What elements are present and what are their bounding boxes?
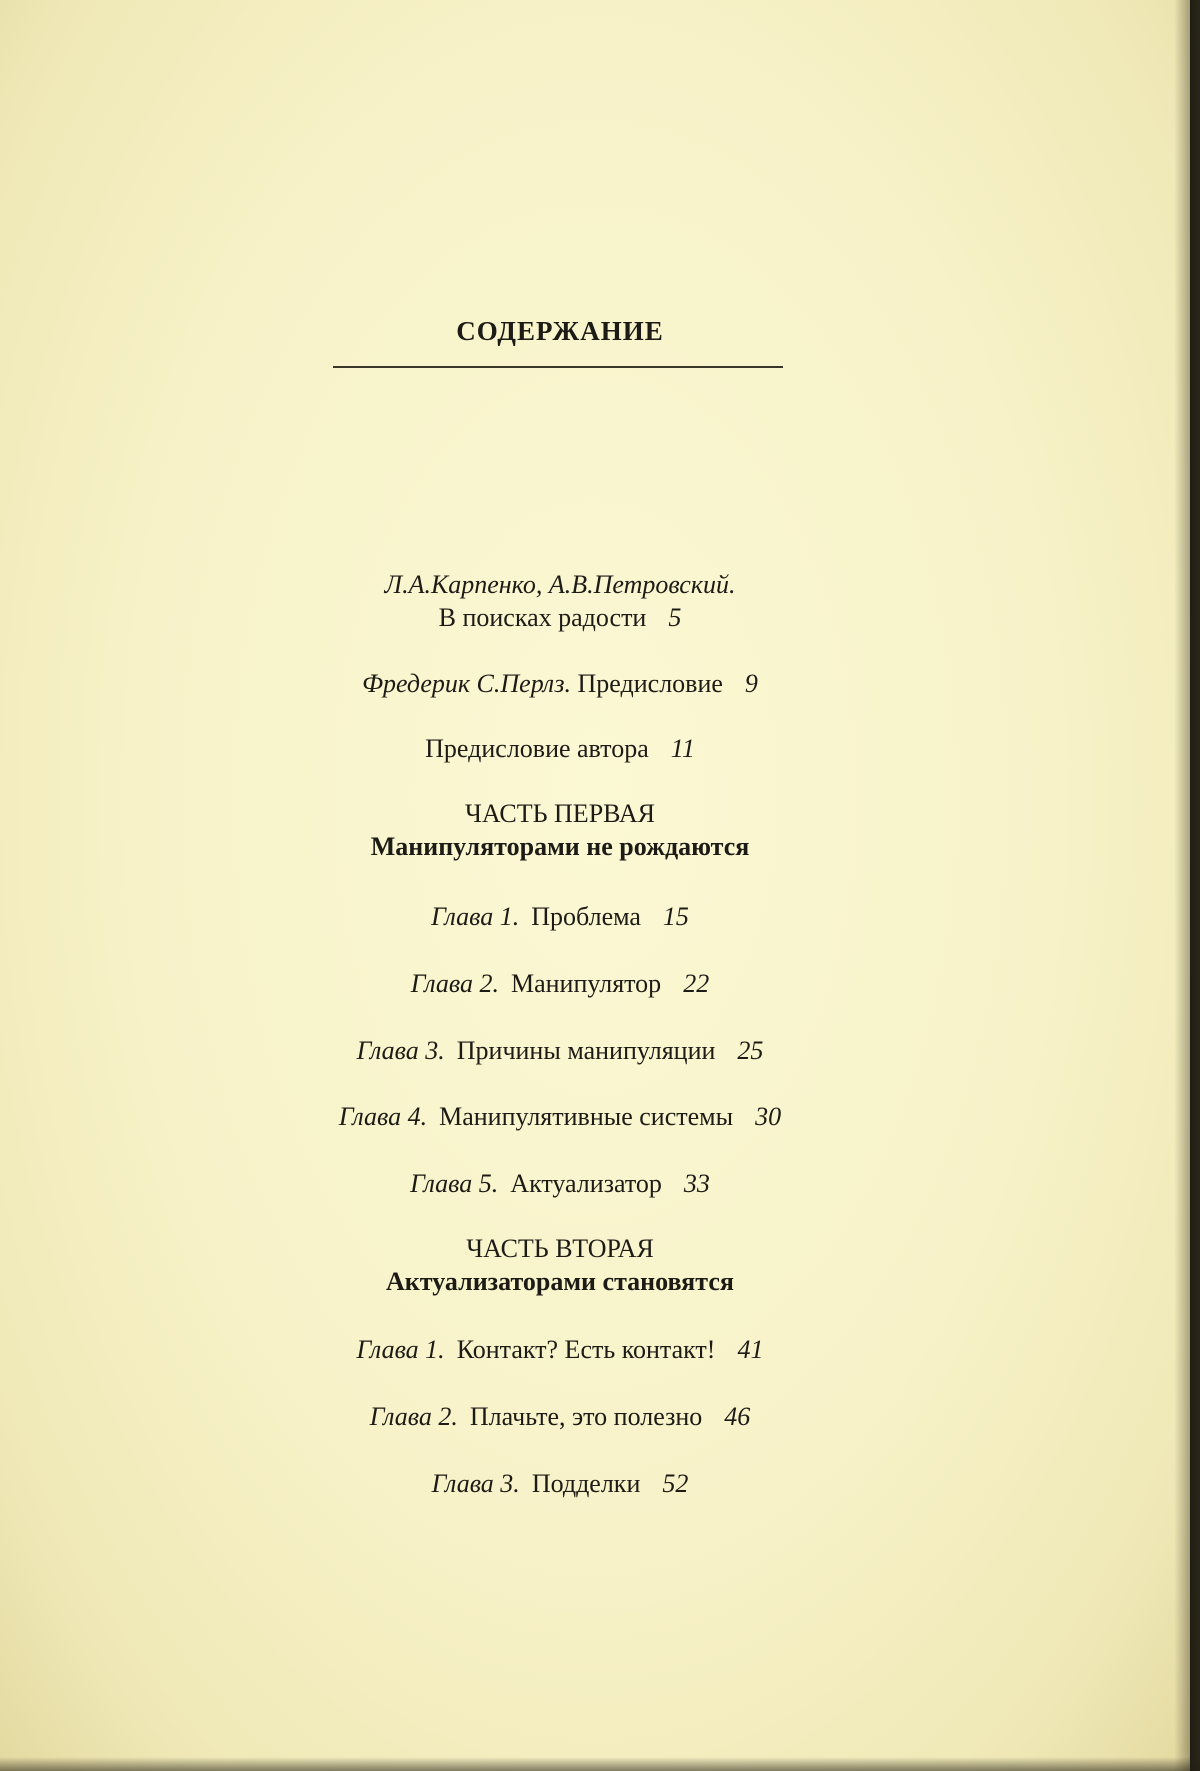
chapter-label: Глава 2. (369, 1402, 458, 1431)
chapter-label: Глава 4. (338, 1102, 428, 1131)
chapter-title: Причины манипуляции (456, 1036, 716, 1065)
page-edge-shadow (1174, 0, 1200, 1771)
toc-chapter (0, 1333, 1120, 1366)
page-number: 5 (668, 603, 682, 632)
entry-title: В поисках радости (438, 603, 647, 632)
toc-entry-2 (0, 667, 1120, 700)
toc-chapter (0, 900, 1120, 933)
toc-entry-author-line (0, 568, 1120, 601)
toc-chapter (0, 1467, 1120, 1500)
page-number: 41 (737, 1335, 764, 1364)
chapter-title: Подделки (531, 1469, 641, 1498)
chapter-title: Манипулятор (510, 969, 662, 998)
page-number: 25 (737, 1036, 764, 1065)
page-number: 52 (662, 1469, 689, 1498)
entry-title: Предисловие автора (425, 734, 649, 763)
chapter-title: Актуализатор (510, 1169, 662, 1198)
chapter-label: Глава 3. (431, 1469, 520, 1498)
page-bottom-shadow (0, 1757, 1200, 1771)
toc-entry-1 (0, 601, 1120, 634)
toc-chapter (0, 967, 1120, 1000)
entry-author: Л.А.Карпенко, А.В.Петровский. (384, 570, 736, 599)
page-number: 22 (683, 969, 710, 998)
chapter-title: Контакт? Есть контакт! (456, 1335, 716, 1364)
page-number: 30 (755, 1102, 782, 1131)
toc-entry-3 (0, 732, 1120, 765)
part-2-label: ЧАСТЬ ВТОРАЯ (466, 1234, 654, 1263)
entry-title: Предисловие (577, 669, 723, 698)
page-number: 46 (724, 1402, 751, 1431)
page-number: 33 (683, 1169, 710, 1198)
part-2-title: Актуализаторами становятся (386, 1267, 734, 1296)
chapter-label: Глава 1. (356, 1335, 445, 1364)
chapter-title: Плачьте, это полезно (469, 1402, 703, 1431)
toc-chapter (0, 1100, 1120, 1133)
contents-heading: СОДЕРЖАНИЕ (456, 316, 664, 346)
chapter-label: Глава 5. (410, 1169, 499, 1198)
toc-chapter (0, 1034, 1120, 1067)
chapter-label: Глава 3. (356, 1036, 445, 1065)
chapter-label: Глава 1. (431, 902, 520, 931)
page-number: 11 (670, 734, 695, 763)
page-number: 9 (744, 669, 758, 698)
chapter-title: Манипулятивные системы (439, 1102, 734, 1131)
part-1-label: ЧАСТЬ ПЕРВАЯ (465, 799, 655, 828)
entry-author: Фредерик С.Перлз. (362, 669, 572, 698)
toc-chapter (0, 1167, 1120, 1200)
page-number: 15 (662, 902, 689, 931)
toc-chapter (0, 1400, 1120, 1433)
chapter-label: Глава 2. (410, 969, 499, 998)
heading-underline (333, 366, 783, 368)
part-1-title: Манипуляторами не рождаются (370, 832, 750, 861)
chapter-title: Проблема (531, 902, 641, 931)
